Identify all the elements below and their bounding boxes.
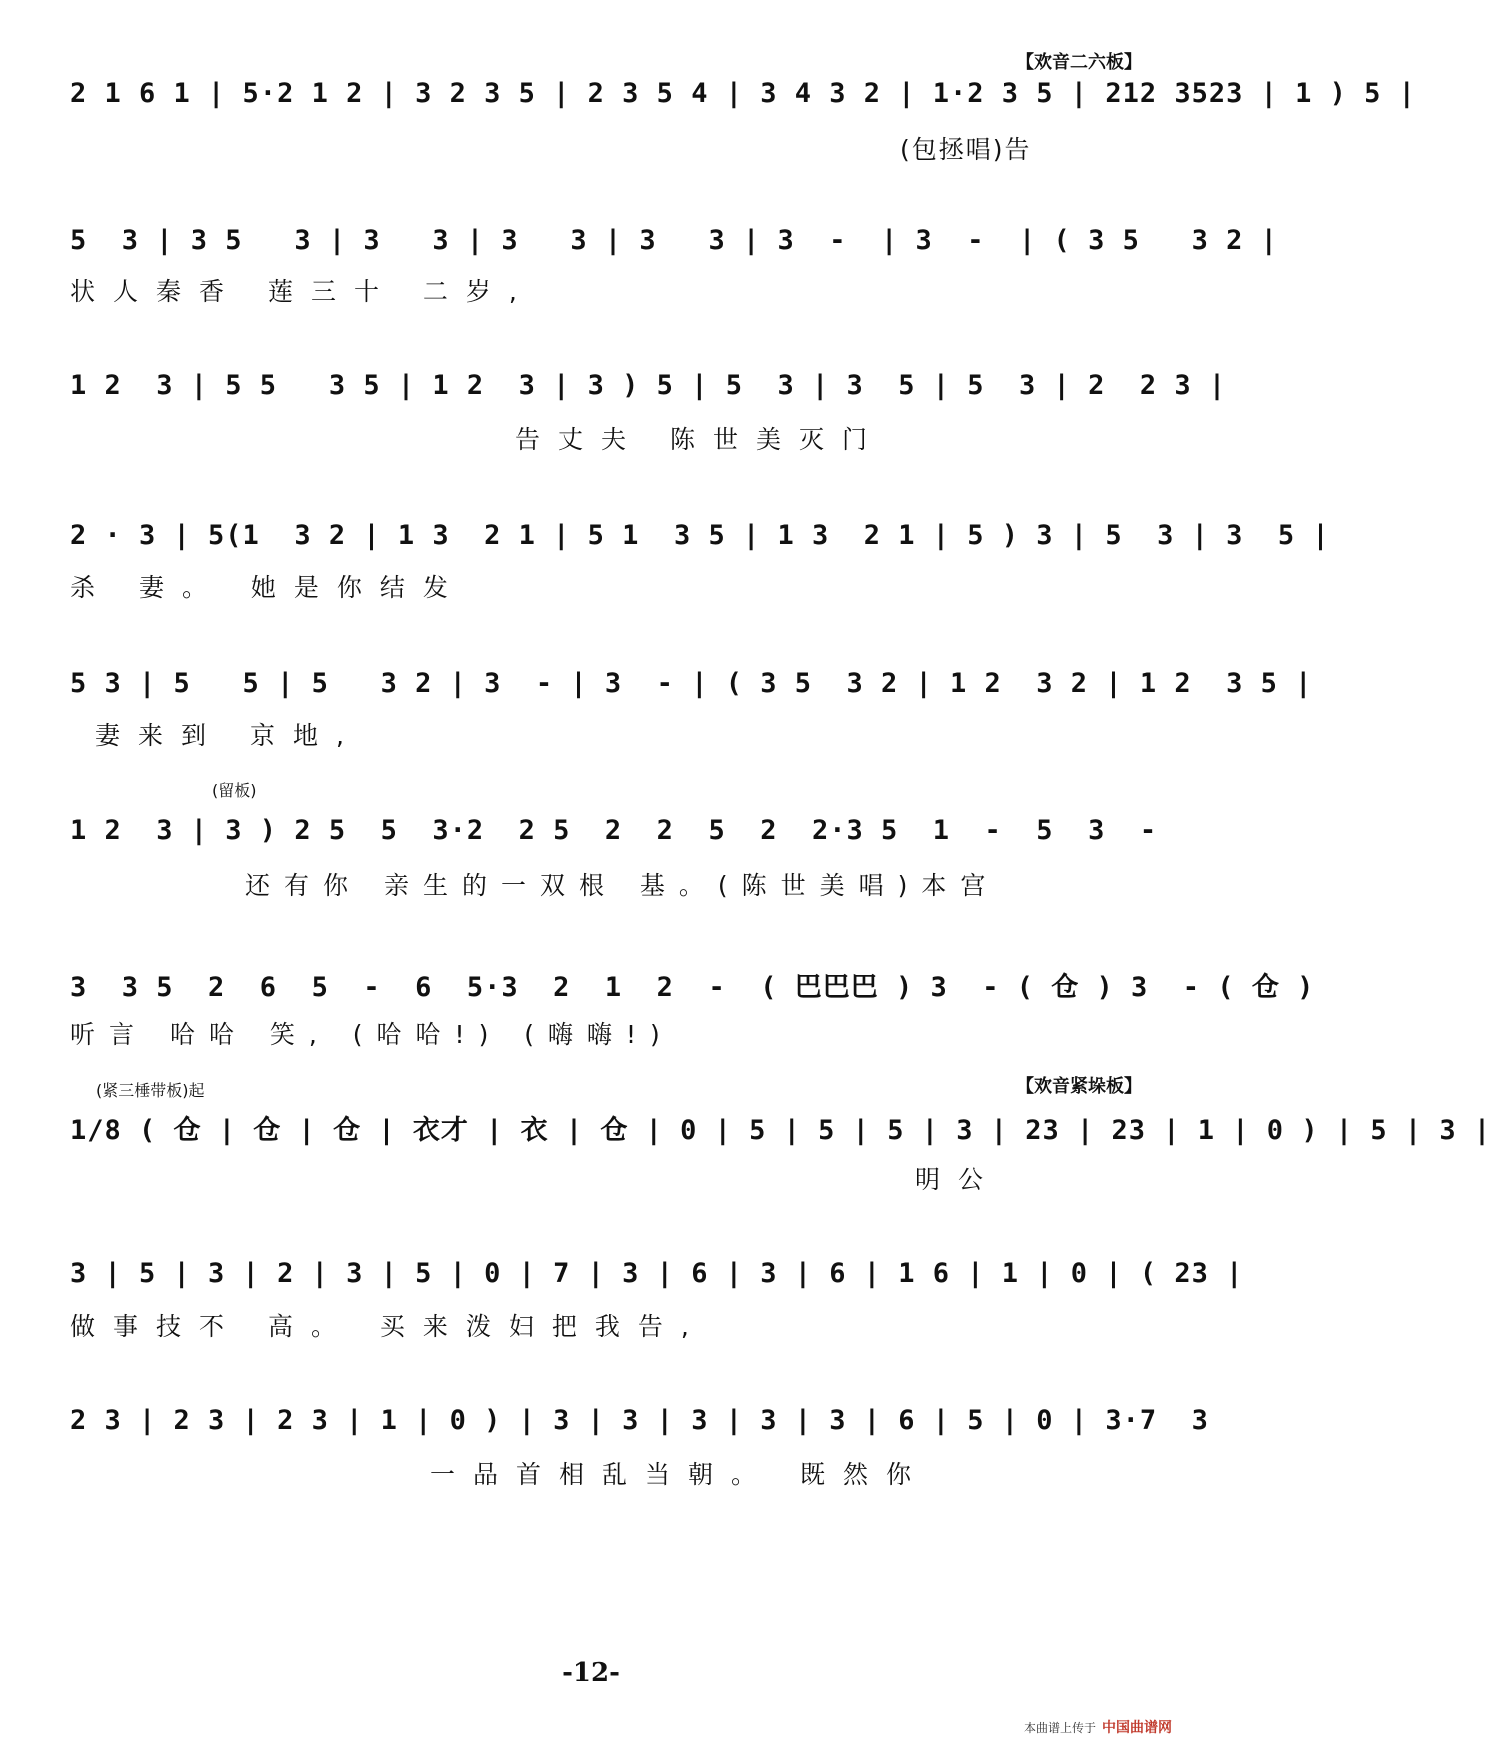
footer-text: 本曲谱上传于	[1023, 1721, 1096, 1735]
notation-line: 3 | 5 | 3 | 2 | 3 | 5 | 0 | 7 | 3 | 6 | 3 | 6 | 1 6 | 1 | 0 | ( 23 |	[70, 1258, 1244, 1289]
notation-line: 1 2 3 | 5 5 3 5 | 1 2 3 | 3 ) 5 | 5 3 | 3 5 | 5 3 | 2 2 3 |	[70, 370, 1227, 401]
notation-line: 2 3 | 2 3 | 2 3 | 1 | 0 ) | 3 | 3 | 3 | 3 | 3 | 6 | 5 | 0 | 3·7 3	[70, 1405, 1209, 1436]
footer-credit	[1024, 1717, 1172, 1737]
page-number: -12-	[562, 1658, 620, 1688]
lyric-line: 明公	[915, 1165, 1002, 1194]
lyric-line: 做事技不 高。 买来泼妇把我告,	[70, 1312, 707, 1341]
notation-line: 5 3 | 3 5 3 | 3 3 | 3 3 | 3 3 | 3 - | 3 - | ( 3 5 3 2 |	[70, 225, 1278, 256]
notation-line: 1/8 ( 仓 | 仓 | 仓 | 衣才 | 衣 | 仓 | 0 | 5 | 5 | 5 | 3 | 23 | 23 | 1 | 0 ) | 5 | 3 |	[70, 1115, 1491, 1146]
lyric-line: 告丈夫 陈世美灭门	[515, 425, 885, 454]
section-label-jinduo: 【欢音紧垛板】	[1016, 1076, 1142, 1097]
notation-line: 5 3 | 5 5 | 5 3 2 | 3 - | 3 - | ( 3 5 3 2 | 1 2 3 2 | 1 2 3 5 |	[70, 668, 1313, 699]
lyric-line: 杀 妻。 她是你结发	[70, 573, 466, 602]
notation-line: 2 · 3 | 5(1 3 2 | 1 3 2 1 | 5 1 3 5 | 1 3 2 1 | 5 ) 3 | 5 3 | 3 5 |	[70, 520, 1330, 551]
site-logo: 中国曲谱网	[1102, 1720, 1172, 1736]
lyric-line: 状人秦香 莲三十 二岁,	[70, 277, 535, 306]
tempo-mark-liuban: (留板)	[212, 781, 257, 800]
notation-line: 1 2 3 | 3 ) 2 5 5 3·2 2 5 2 2 5 2 2·3 5 1 - 5 3 -	[70, 815, 1158, 846]
lyric-line: 听言 哈哈 笑, (哈哈!) (嗨嗨!)	[70, 1020, 674, 1049]
notation-line: 3 3 5 2 6 5 - 6 5·3 2 1 2 - ( 巴巴巴 ) 3 - ( 仓 ) 3 - ( 仓 )	[70, 972, 1315, 1003]
tempo-mark-jinsanchui: (紧三棰带板)起	[96, 1081, 205, 1100]
notation-line: 2 1 6 1 | 5·2 1 2 | 3 2 3 5 | 2 3 5 4 | 3 4 3 2 | 1·2 3 5 | 212 3523 | 1 ) 5 |	[70, 78, 1416, 109]
lyric-line: 还有你 亲生的一双根 基。(陈世美唱)本宫	[245, 871, 1000, 900]
lyric-line: (包拯唱)告	[900, 135, 1032, 164]
lyric-line: 妻来到 京地,	[95, 721, 362, 750]
lyric-line: 一品首相乱当朝。 既然你	[430, 1460, 929, 1489]
section-label-erliu: 【欢音二六板】	[1016, 52, 1142, 73]
